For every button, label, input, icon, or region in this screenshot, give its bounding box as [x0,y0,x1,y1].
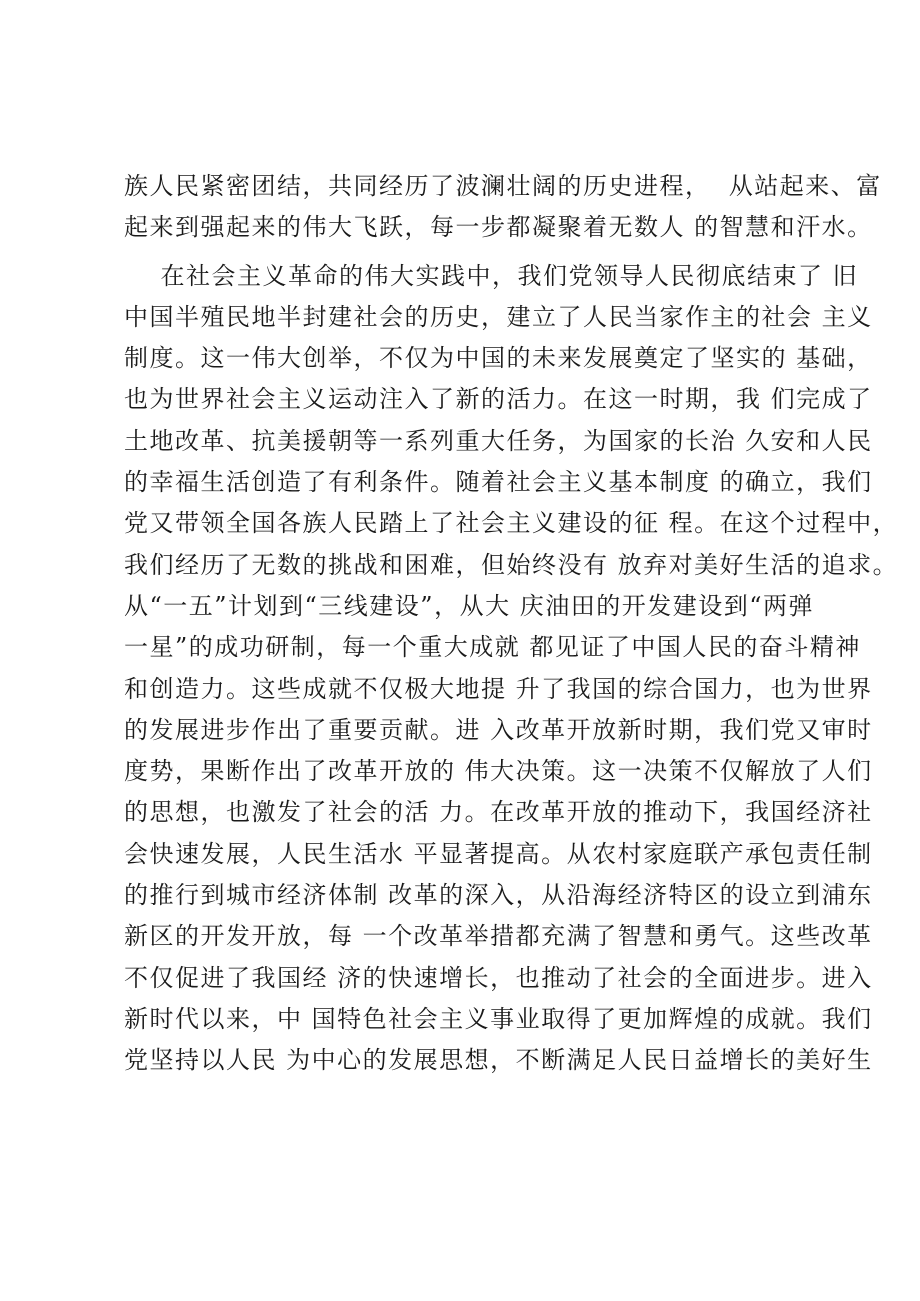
text-line: 起来到强起来的伟大飞跃，每一步都凝聚着无数人 的智慧和汗水。 [124,213,873,242]
text-line: 党坚持以人民 为中心的发展思想，不断满足人民日益增长的美好生 [124,1046,873,1075]
text-line: 新区的开发开放，每 一个改革举措都充满了智慧和勇气。这些改革 [124,922,873,951]
text-line: 度势，果断作出了改革开放的 伟大决策。这一决策不仅解放了人们 [124,757,873,786]
text-line: 的推行到城市经济体制 改革的深入，从沿海经济特区的设立到浦东 [124,881,873,910]
text-line: 新时代以来，中 国特色社会主义事业取得了更加辉煌的成就。我们 [124,1004,873,1033]
text-line: 和创造力。这些成就不仅极大地提 升了我国的综合国力，也为世界 [124,674,873,703]
text-line: 也为世界社会主义运动注入了新的活力。在这一时期，我 们完成了 [124,385,873,414]
text-line: 党又带领全国各族人民踏上了社会主义建设的征 程。在这个过程中， [124,509,899,538]
text-line: 从“一五”计划到“三线建设”，从大 庆油田的开发建设到“两弹 [124,591,814,620]
text-line: 族人民紧密团结，共同经历了波澜壮阔的历史进程， 从站起来、富 [124,172,882,200]
text-line: 的发展进步作出了重要贡献。进 入改革开放新时期，我们党又审时 [124,715,873,744]
text-line: 我们经历了无数的挑战和困难，但始终没有 放弃对美好生活的追求。 [124,550,899,579]
text-line: 中国半殖民地半封建社会的历史，建立了人民当家作主的社会 主义 [124,302,873,331]
text-line: 土地改革、抗美援朝等一系列重大任务，为国家的长治 久安和人民 [124,426,873,455]
text-line: 的思想，也激发了社会的活 力。在改革开放的推动下，我国经济社 [124,798,873,827]
text-line: 在社会主义革命的伟大实践中，我们党领导人民彻底结束了 旧 [124,261,859,290]
text-line: 会快速发展，人民生活水 平显著提高。从农村家庭联产承包责任制 [124,839,873,868]
text-line: 制度。这一伟大创举，不仅为中国的未来发展奠定了坚实的 基础， [124,344,873,373]
text-line: 一星”的成功研制，每一个重大成就 都见证了中国人民的奋斗精神 [124,633,861,662]
text-line: 不仅促进了我国经 济的快速增长，也推动了社会的全面进步。进入 [124,963,873,992]
text-line: 的幸福生活创造了有利条件。随着社会主义基本制度 的确立，我们 [124,468,873,497]
body-text [124,166,899,1082]
